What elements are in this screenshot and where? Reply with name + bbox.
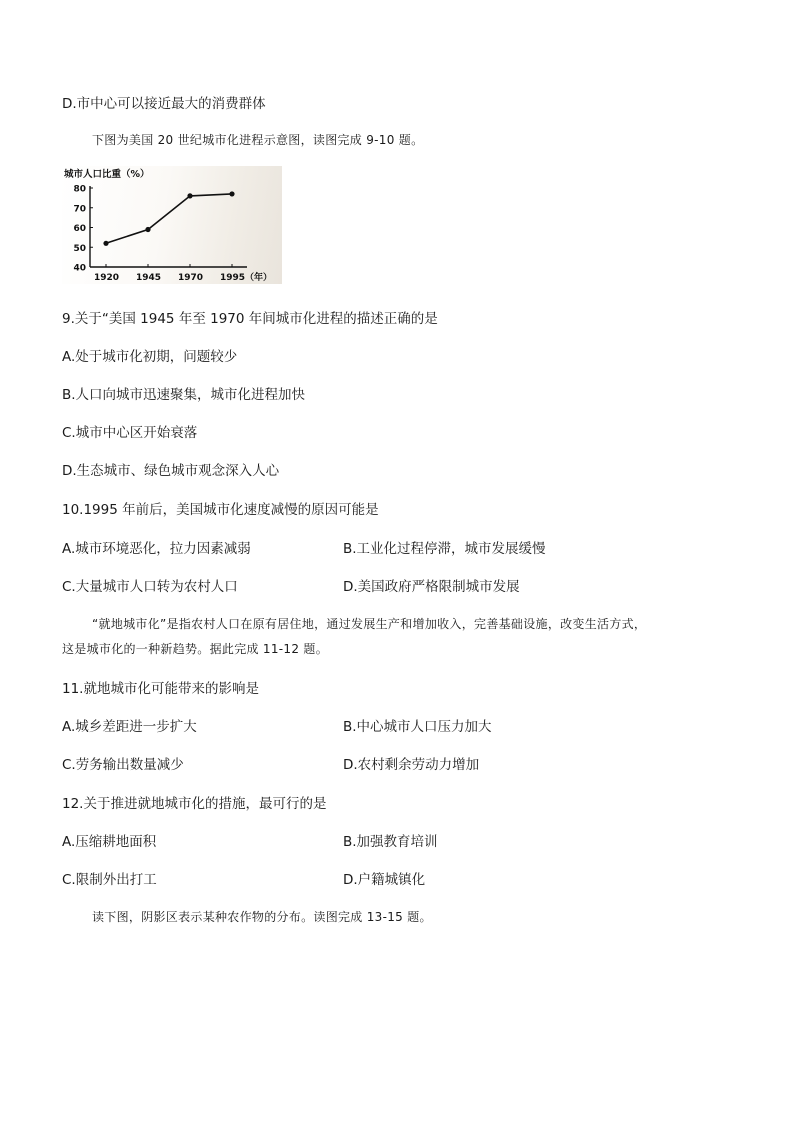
x-tick-label: 1945 — [136, 273, 162, 283]
data-point — [229, 191, 234, 196]
q9-option-b[interactable]: B.人口向城市迅速聚集，城市化进程加快 — [62, 387, 306, 403]
q11-option-c[interactable]: C.劳务输出数量减少 — [62, 757, 184, 773]
urbanization-chart — [62, 166, 282, 284]
q11-option-b[interactable]: B.中心城市人口压力加大 — [343, 719, 492, 735]
data-point — [145, 227, 150, 232]
q12-stem: 12.关于推进就地城市化的措施，最可行的是 — [62, 796, 327, 812]
y-tick-label: 40 — [73, 263, 86, 274]
intro-q11-12-line1: “就地城市化”是指农村人口在原有居住地，通过发展生产和增加收入，完善基础设施，改变生活方式， — [92, 617, 647, 631]
series-line — [106, 194, 232, 243]
q12-option-a[interactable]: A.压缩耕地面积 — [62, 834, 157, 850]
q10-option-a[interactable]: A.城市环境恶化，拉力因素减弱 — [62, 541, 251, 557]
q11-option-a[interactable]: A.城乡差距进一步扩大 — [62, 719, 197, 735]
q12-option-c[interactable]: C.限制外出打工 — [62, 872, 157, 888]
q11-option-d[interactable]: D.农村剩余劳动力增加 — [343, 757, 480, 773]
y-tick-label: 80 — [73, 184, 86, 195]
x-tick-label: 1995（年） — [220, 273, 273, 283]
q12-option-d[interactable]: D.户籍城镇化 — [343, 872, 426, 888]
intro-q13-15: 读下图，阴影区表示某种农作物的分布。读图完成 13-15 题。 — [92, 910, 432, 924]
q10-option-c[interactable]: C.大量城市人口转为农村人口 — [62, 579, 238, 595]
q10-option-d[interactable]: D.美国政府严格限制城市发展 — [343, 579, 520, 595]
q10-stem: 10.1995 年前后，美国城市化速度减慢的原因可能是 — [62, 502, 379, 518]
q9-option-c[interactable]: C.城市中心区开始衰落 — [62, 425, 198, 441]
y-tick-label: 70 — [73, 204, 86, 215]
data-point — [187, 193, 192, 198]
q9-option-d[interactable]: D.生态城市、绿色城市观念深入人心 — [62, 463, 280, 479]
x-tick-label: 1920 — [94, 273, 120, 283]
q10-option-b[interactable]: B.工业化过程停滞，城市发展缓慢 — [343, 541, 546, 557]
intro-q9-10: 下图为美国 20 世纪城市化进程示意图，读图完成 9-10 题。 — [92, 133, 424, 147]
q12-option-b[interactable]: B.加强教育培训 — [343, 834, 438, 850]
q11-stem: 11.就地城市化可能带来的影响是 — [62, 681, 259, 697]
intro-q11-12-line2: 这是城市化的一种新趋势。据此完成 11-12 题。 — [62, 642, 328, 656]
chart-title: 城市人口比重（%） — [64, 169, 150, 180]
q9-option-a[interactable]: A.处于城市化初期，问题较少 — [62, 349, 238, 365]
q9-stem: 9.关于“美国 1945 年至 1970 年间城市化进程的描述正确的是 — [62, 311, 438, 327]
data-point — [103, 241, 108, 246]
y-tick-label: 60 — [73, 224, 86, 234]
urbanization-chart-svg — [62, 166, 282, 284]
previous-option-d: D.市中心可以接近最大的消费群体 — [62, 96, 266, 112]
y-tick-label: 50 — [73, 243, 86, 254]
x-tick-label: 1970 — [178, 273, 204, 283]
